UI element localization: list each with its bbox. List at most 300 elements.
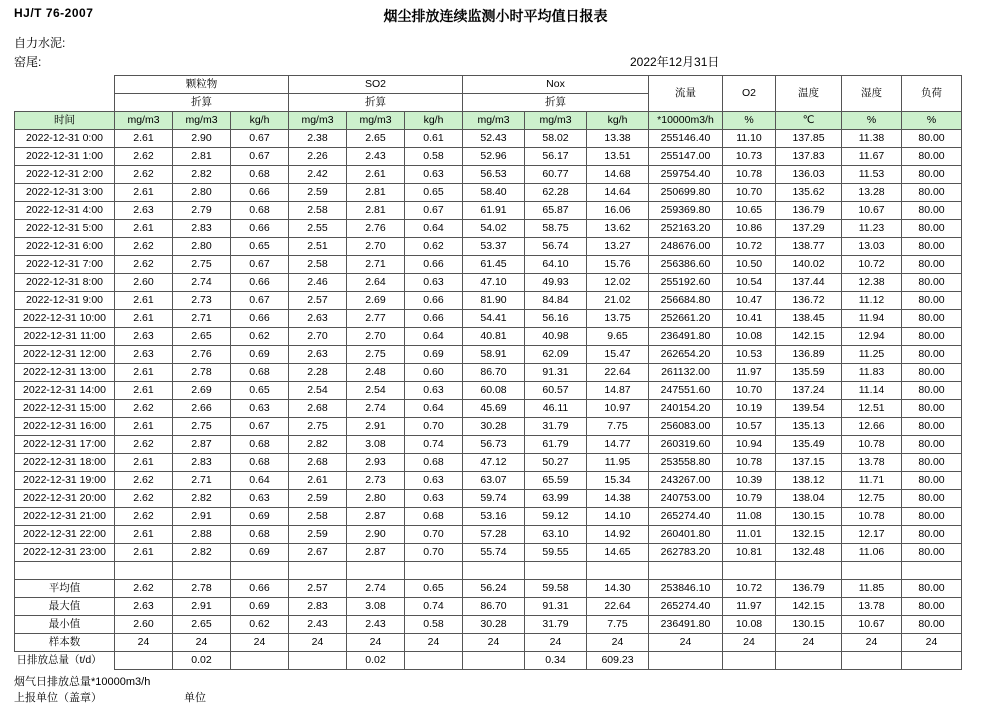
summary-cell: 80.00 — [902, 616, 962, 634]
summary-cell: 2.65 — [173, 616, 231, 634]
unit-so2-conv: mg/m3 — [347, 112, 405, 130]
total-label: 日排放总量（t/d） — [16, 654, 102, 667]
row-cell: 56.16 — [525, 310, 587, 328]
row-cell: 2.64 — [347, 274, 405, 292]
row-cell: 2.70 — [347, 328, 405, 346]
table-row — [15, 292, 962, 310]
stack-label: 窑尾: — [14, 55, 42, 69]
row-cell: 132.48 — [776, 544, 842, 562]
summary-label: 样本数 — [15, 634, 115, 652]
row-cell: 0.64 — [405, 400, 463, 418]
summary-cell: 2.62 — [115, 580, 173, 598]
row-cell: 62.09 — [525, 346, 587, 364]
row-cell: 80.00 — [902, 130, 962, 148]
row-cell: 13.51 — [587, 148, 649, 166]
row-time: 2022-12-31 9:00 — [15, 292, 115, 310]
row-cell: 0.60 — [405, 364, 463, 382]
row-cell: 0.67 — [231, 418, 289, 436]
summary-cell: 11.85 — [842, 580, 902, 598]
row-cell: 11.12 — [842, 292, 902, 310]
row-cell: 10.81 — [723, 544, 776, 562]
table-row — [15, 346, 962, 364]
row-cell: 80.00 — [902, 274, 962, 292]
summary-cell: 24 — [842, 634, 902, 652]
row-cell: 60.08 — [463, 382, 525, 400]
standard-number: HJ/T 76-2007 — [14, 6, 94, 20]
row-cell: 0.69 — [231, 508, 289, 526]
row-cell: 0.70 — [405, 418, 463, 436]
row-cell: 2.75 — [347, 346, 405, 364]
row-cell: 2.74 — [347, 400, 405, 418]
row-cell: 2.61 — [115, 382, 173, 400]
summary-row — [15, 616, 962, 634]
row-cell: 14.65 — [587, 544, 649, 562]
row-cell: 0.66 — [231, 220, 289, 238]
table-row — [15, 454, 962, 472]
summary-cell: 2.78 — [173, 580, 231, 598]
row-cell: 14.87 — [587, 382, 649, 400]
row-cell: 135.62 — [776, 184, 842, 202]
unit-so2-rate: kg/h — [405, 112, 463, 130]
row-cell: 55.74 — [463, 544, 525, 562]
row-cell: 12.17 — [842, 526, 902, 544]
row-cell: 59.55 — [525, 544, 587, 562]
row-cell: 2.61 — [289, 472, 347, 490]
row-cell: 0.68 — [231, 364, 289, 382]
row-cell: 0.63 — [231, 400, 289, 418]
row-cell: 2.88 — [173, 526, 231, 544]
table-row — [15, 418, 962, 436]
unit-nox-raw: mg/m3 — [463, 112, 525, 130]
row-cell: 2.91 — [347, 418, 405, 436]
unit-nox-rate: kg/h — [587, 112, 649, 130]
row-cell: 2.79 — [173, 202, 231, 220]
row-cell: 11.06 — [842, 544, 902, 562]
row-cell: 256083.00 — [649, 418, 723, 436]
row-cell: 0.67 — [231, 148, 289, 166]
row-cell: 10.54 — [723, 274, 776, 292]
row-cell: 80.00 — [902, 184, 962, 202]
table-row — [15, 256, 962, 274]
row-cell: 31.79 — [525, 418, 587, 436]
summary-cell: 24 — [587, 634, 649, 652]
group-header-so2: SO2 — [289, 76, 463, 94]
row-cell: 84.84 — [525, 292, 587, 310]
row-cell: 63.99 — [525, 490, 587, 508]
row-cell: 262783.20 — [649, 544, 723, 562]
row-cell: 2.65 — [173, 328, 231, 346]
row-cell: 138.12 — [776, 472, 842, 490]
summary-cell: 86.70 — [463, 598, 525, 616]
row-cell: 11.53 — [842, 166, 902, 184]
row-cell: 80.00 — [902, 544, 962, 562]
row-cell: 86.70 — [463, 364, 525, 382]
row-cell: 137.29 — [776, 220, 842, 238]
row-cell: 256386.60 — [649, 256, 723, 274]
row-cell: 15.47 — [587, 346, 649, 364]
row-time: 2022-12-31 0:00 — [15, 130, 115, 148]
row-cell: 2.67 — [289, 544, 347, 562]
row-cell: 250699.80 — [649, 184, 723, 202]
row-cell: 11.97 — [723, 364, 776, 382]
summary-cell: 2.63 — [115, 598, 173, 616]
summary-cell: 11.97 — [723, 598, 776, 616]
table-row — [15, 274, 962, 292]
row-cell: 2.26 — [289, 148, 347, 166]
table-row — [15, 544, 962, 562]
row-cell: 81.90 — [463, 292, 525, 310]
table-row — [15, 238, 962, 256]
row-cell: 54.02 — [463, 220, 525, 238]
row-cell: 2.73 — [173, 292, 231, 310]
row-cell: 0.66 — [231, 184, 289, 202]
row-cell: 2.61 — [115, 310, 173, 328]
row-time: 2022-12-31 19:00 — [15, 472, 115, 490]
table-row — [15, 310, 962, 328]
summary-cell: 91.31 — [525, 598, 587, 616]
summary-row — [15, 598, 962, 616]
summary-cell: 10.72 — [723, 580, 776, 598]
summary-cell: 24 — [525, 634, 587, 652]
row-cell: 58.91 — [463, 346, 525, 364]
row-cell: 2.61 — [115, 454, 173, 472]
row-cell: 140.02 — [776, 256, 842, 274]
row-cell: 59.12 — [525, 508, 587, 526]
row-cell: 80.00 — [902, 202, 962, 220]
summary-label: 平均值 — [15, 580, 115, 598]
row-cell: 2.59 — [289, 184, 347, 202]
footer-block — [14, 674, 977, 706]
summary-cell: 24 — [231, 634, 289, 652]
side-header-flow: 流量 — [649, 76, 723, 112]
row-cell: 2.62 — [115, 508, 173, 526]
row-cell: 80.00 — [902, 364, 962, 382]
row-cell: 12.66 — [842, 418, 902, 436]
row-cell: 0.62 — [405, 238, 463, 256]
row-time: 2022-12-31 17:00 — [15, 436, 115, 454]
meta-block — [14, 34, 977, 69]
time-header: 时间 — [15, 112, 115, 130]
row-cell: 80.00 — [902, 256, 962, 274]
row-cell: 2.71 — [173, 472, 231, 490]
row-cell: 130.15 — [776, 508, 842, 526]
row-cell: 2.81 — [347, 202, 405, 220]
row-cell: 15.76 — [587, 256, 649, 274]
row-cell: 0.68 — [231, 454, 289, 472]
row-cell: 80.00 — [902, 166, 962, 184]
row-cell: 12.38 — [842, 274, 902, 292]
summary-cell: 130.15 — [776, 616, 842, 634]
row-cell: 0.63 — [231, 490, 289, 508]
row-time: 2022-12-31 2:00 — [15, 166, 115, 184]
row-cell: 2.61 — [115, 184, 173, 202]
row-cell: 80.00 — [902, 382, 962, 400]
row-cell: 2.87 — [347, 544, 405, 562]
row-cell: 11.25 — [842, 346, 902, 364]
row-cell: 2.91 — [173, 508, 231, 526]
row-time: 2022-12-31 4:00 — [15, 202, 115, 220]
table-row — [15, 328, 962, 346]
row-cell: 2.55 — [289, 220, 347, 238]
row-cell: 63.07 — [463, 472, 525, 490]
row-cell: 61.91 — [463, 202, 525, 220]
row-cell: 60.77 — [525, 166, 587, 184]
row-cell: 11.38 — [842, 130, 902, 148]
unit-flow: *10000m3/h — [649, 112, 723, 130]
row-cell: 136.89 — [776, 346, 842, 364]
row-cell: 10.78 — [842, 508, 902, 526]
row-cell: 30.28 — [463, 418, 525, 436]
spacer-cell — [347, 562, 405, 580]
total-cell — [776, 652, 842, 670]
row-cell: 240753.00 — [649, 490, 723, 508]
row-cell: 2.87 — [173, 436, 231, 454]
row-cell: 11.08 — [723, 508, 776, 526]
row-cell: 2.62 — [115, 490, 173, 508]
summary-cell: 80.00 — [902, 580, 962, 598]
row-cell: 13.28 — [842, 184, 902, 202]
unit-temperature: ℃ — [776, 112, 842, 130]
row-cell: 7.75 — [587, 418, 649, 436]
row-cell: 0.63 — [405, 274, 463, 292]
row-cell: 10.70 — [723, 382, 776, 400]
summary-label: 最大值 — [15, 598, 115, 616]
row-cell: 2.75 — [289, 418, 347, 436]
row-time: 2022-12-31 10:00 — [15, 310, 115, 328]
row-cell: 0.65 — [405, 184, 463, 202]
row-cell: 253558.80 — [649, 454, 723, 472]
summary-cell: 14.30 — [587, 580, 649, 598]
row-cell: 2.75 — [173, 256, 231, 274]
row-cell: 2.80 — [173, 238, 231, 256]
row-cell: 14.68 — [587, 166, 649, 184]
side-header-temperature: 温度 — [776, 76, 842, 112]
summary-cell: 0.74 — [405, 598, 463, 616]
table-row — [15, 508, 962, 526]
row-cell: 2.43 — [347, 148, 405, 166]
row-cell: 14.77 — [587, 436, 649, 454]
row-cell: 11.14 — [842, 382, 902, 400]
report-table — [14, 75, 962, 670]
row-cell: 2.62 — [115, 166, 173, 184]
row-cell: 2.61 — [115, 292, 173, 310]
row-cell: 46.11 — [525, 400, 587, 418]
spacer-cell — [525, 562, 587, 580]
summary-cell: 24 — [463, 634, 525, 652]
unit-so2-raw: mg/m3 — [289, 112, 347, 130]
row-cell: 60.57 — [525, 382, 587, 400]
summary-cell: 22.64 — [587, 598, 649, 616]
row-cell: 2.54 — [347, 382, 405, 400]
side-header-o2: O2 — [723, 76, 776, 112]
unit-pm-conv: mg/m3 — [173, 112, 231, 130]
row-cell: 2.82 — [289, 436, 347, 454]
row-cell: 259754.40 — [649, 166, 723, 184]
row-cell: 2.93 — [347, 454, 405, 472]
row-cell: 255147.00 — [649, 148, 723, 166]
row-cell: 14.10 — [587, 508, 649, 526]
unit-load: % — [902, 112, 962, 130]
row-cell: 80.00 — [902, 328, 962, 346]
row-time: 2022-12-31 16:00 — [15, 418, 115, 436]
summary-cell: 0.69 — [231, 598, 289, 616]
spacer-cell — [231, 562, 289, 580]
row-cell: 0.68 — [231, 526, 289, 544]
row-cell: 12.94 — [842, 328, 902, 346]
row-cell: 10.41 — [723, 310, 776, 328]
spacer-cell — [463, 562, 525, 580]
row-time: 2022-12-31 22:00 — [15, 526, 115, 544]
total-cell — [463, 652, 525, 670]
row-cell: 2.63 — [289, 346, 347, 364]
row-cell: 40.81 — [463, 328, 525, 346]
row-cell: 10.78 — [842, 436, 902, 454]
row-cell: 21.02 — [587, 292, 649, 310]
row-cell: 0.63 — [405, 382, 463, 400]
row-cell: 2.68 — [289, 454, 347, 472]
row-cell: 2.77 — [347, 310, 405, 328]
row-cell: 247551.60 — [649, 382, 723, 400]
row-cell: 255146.40 — [649, 130, 723, 148]
summary-cell: 10.08 — [723, 616, 776, 634]
row-cell: 137.15 — [776, 454, 842, 472]
row-cell: 11.10 — [723, 130, 776, 148]
row-cell: 45.69 — [463, 400, 525, 418]
summary-cell: 24 — [115, 634, 173, 652]
row-cell: 2.66 — [173, 400, 231, 418]
table-row — [15, 166, 962, 184]
row-cell: 53.16 — [463, 508, 525, 526]
row-cell: 2.75 — [173, 418, 231, 436]
row-cell: 65.59 — [525, 472, 587, 490]
row-cell: 135.49 — [776, 436, 842, 454]
row-cell: 248676.00 — [649, 238, 723, 256]
row-cell: 59.74 — [463, 490, 525, 508]
summary-cell: 24 — [649, 634, 723, 652]
row-cell: 2.68 — [289, 400, 347, 418]
row-cell: 0.68 — [405, 454, 463, 472]
row-cell: 0.65 — [231, 382, 289, 400]
row-cell: 56.17 — [525, 148, 587, 166]
row-cell: 64.10 — [525, 256, 587, 274]
row-cell: 2.46 — [289, 274, 347, 292]
row-cell: 2.60 — [115, 274, 173, 292]
row-cell: 262654.20 — [649, 346, 723, 364]
table-row — [15, 364, 962, 382]
spacer-cell — [776, 562, 842, 580]
row-cell: 2.63 — [115, 202, 173, 220]
summary-cell: 2.43 — [347, 616, 405, 634]
row-time: 2022-12-31 18:00 — [15, 454, 115, 472]
summary-cell: 24 — [902, 634, 962, 652]
company-label: 自力水泥: — [14, 36, 66, 50]
row-cell: 10.67 — [842, 202, 902, 220]
row-cell: 10.50 — [723, 256, 776, 274]
row-cell: 80.00 — [902, 508, 962, 526]
row-cell: 0.64 — [231, 472, 289, 490]
convert-label-nox: 折算 — [525, 94, 587, 112]
row-cell: 138.04 — [776, 490, 842, 508]
row-cell: 0.65 — [231, 238, 289, 256]
summary-cell: 0.66 — [231, 580, 289, 598]
row-cell: 50.27 — [525, 454, 587, 472]
row-cell: 0.69 — [231, 544, 289, 562]
summary-cell: 236491.80 — [649, 616, 723, 634]
convert-label-pm: 折算 — [173, 94, 231, 112]
row-cell: 2.76 — [173, 346, 231, 364]
row-cell: 80.00 — [902, 220, 962, 238]
row-cell: 13.75 — [587, 310, 649, 328]
summary-cell: 59.58 — [525, 580, 587, 598]
summary-cell: 2.57 — [289, 580, 347, 598]
row-cell: 0.63 — [405, 166, 463, 184]
row-cell: 135.59 — [776, 364, 842, 382]
row-cell: 47.12 — [463, 454, 525, 472]
row-cell: 80.00 — [902, 454, 962, 472]
row-cell: 13.38 — [587, 130, 649, 148]
row-time: 2022-12-31 5:00 — [15, 220, 115, 238]
row-cell: 40.98 — [525, 328, 587, 346]
row-cell: 80.00 — [902, 472, 962, 490]
row-cell: 2.48 — [347, 364, 405, 382]
row-cell: 11.71 — [842, 472, 902, 490]
table-row — [15, 382, 962, 400]
summary-cell: 24 — [173, 634, 231, 652]
footer-line-1: 烟气日排放总量*10000m3/h — [14, 676, 151, 688]
row-cell: 13.78 — [842, 454, 902, 472]
row-cell: 11.83 — [842, 364, 902, 382]
row-cell: 2.51 — [289, 238, 347, 256]
row-cell: 259369.80 — [649, 202, 723, 220]
row-cell: 2.69 — [173, 382, 231, 400]
summary-cell: 2.91 — [173, 598, 231, 616]
row-cell: 2.80 — [173, 184, 231, 202]
row-cell: 54.41 — [463, 310, 525, 328]
group-header-pm: 颗粒物 — [115, 76, 289, 94]
row-cell: 12.75 — [842, 490, 902, 508]
table-row — [15, 490, 962, 508]
total-row — [15, 652, 962, 670]
summary-cell: 80.00 — [902, 598, 962, 616]
row-cell: 137.85 — [776, 130, 842, 148]
row-cell: 80.00 — [902, 400, 962, 418]
side-header-load: 负荷 — [902, 76, 962, 112]
row-time: 2022-12-31 7:00 — [15, 256, 115, 274]
row-time: 2022-12-31 23:00 — [15, 544, 115, 562]
row-cell: 16.06 — [587, 202, 649, 220]
row-cell: 2.81 — [347, 184, 405, 202]
row-cell: 137.83 — [776, 148, 842, 166]
row-cell: 58.40 — [463, 184, 525, 202]
row-cell: 2.58 — [289, 508, 347, 526]
spacer-cell — [115, 562, 173, 580]
row-cell: 80.00 — [902, 148, 962, 166]
spacer-cell — [289, 562, 347, 580]
summary-cell: 56.24 — [463, 580, 525, 598]
row-time: 2022-12-31 14:00 — [15, 382, 115, 400]
row-cell: 139.54 — [776, 400, 842, 418]
row-cell: 2.82 — [173, 544, 231, 562]
row-cell: 10.86 — [723, 220, 776, 238]
row-cell: 9.65 — [587, 328, 649, 346]
time-header-spacer — [15, 76, 115, 112]
row-time: 2022-12-31 13:00 — [15, 364, 115, 382]
row-cell: 243267.00 — [649, 472, 723, 490]
row-cell: 2.62 — [115, 436, 173, 454]
spacer-cell — [723, 562, 776, 580]
row-cell: 2.81 — [173, 148, 231, 166]
row-cell: 0.67 — [231, 292, 289, 310]
